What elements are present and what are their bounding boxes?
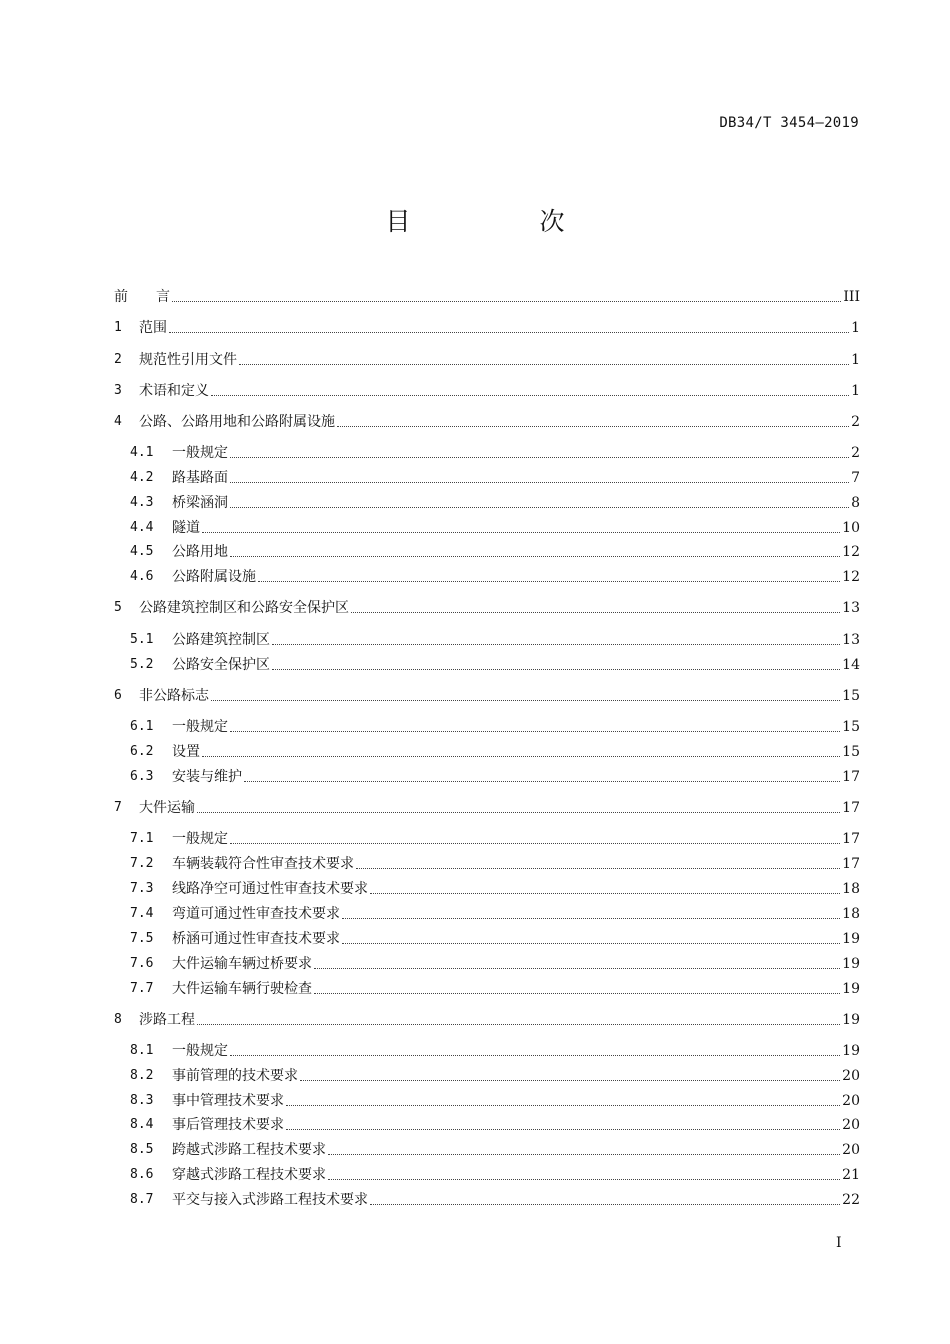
toc-entry-page: 13 xyxy=(842,600,860,616)
toc-entry-label: 公路建筑控制区 xyxy=(172,632,270,648)
toc-entry[interactable] xyxy=(130,630,860,650)
toc-entry-label: 一般规定 xyxy=(172,1043,228,1059)
toc-entry-label: 线路净空可通过性审查技术要求 xyxy=(172,881,368,897)
toc-entry-page: 12 xyxy=(842,569,860,585)
toc-entry-number: 4.3 xyxy=(130,495,154,510)
toc-entry-label: 公路、公路用地和公路附属设施 xyxy=(139,414,335,430)
toc-entry-label: 公路建筑控制区和公路安全保护区 xyxy=(139,600,349,616)
toc-entry-number: 8.1 xyxy=(130,1043,154,1058)
toc-entry-label: 一般规定 xyxy=(172,831,228,847)
toc-leader-dots xyxy=(258,581,840,582)
toc-leader-dots xyxy=(351,612,840,613)
toc-leader-dots xyxy=(230,482,849,483)
toc-entry-page: 7 xyxy=(851,470,860,486)
toc-entry-page: 20 xyxy=(842,1093,860,1109)
toc-leader-dots xyxy=(370,1204,840,1205)
toc-entry-label: 范围 xyxy=(139,320,167,336)
toc-entry-page: 18 xyxy=(842,881,860,897)
toc-leader-dots xyxy=(272,644,840,645)
toc-leader-dots xyxy=(342,918,840,919)
toc-entry[interactable] xyxy=(130,655,860,675)
toc-entry-number: 4.6 xyxy=(130,569,154,584)
toc-entry-page: 8 xyxy=(851,495,860,511)
toc-entry[interactable] xyxy=(130,468,860,488)
toc-entry-label: 公路用地 xyxy=(172,544,228,560)
toc-leader-dots xyxy=(172,301,841,302)
toc-leader-dots xyxy=(286,1129,840,1130)
toc-entry-page: 2 xyxy=(851,445,860,461)
toc-entry-page: 14 xyxy=(842,657,860,673)
toc-entry-number: 8.7 xyxy=(130,1192,154,1207)
toc-leader-dots xyxy=(337,426,849,427)
toc-entry-label: 大件运输车辆行驶检查 xyxy=(172,981,312,997)
toc-entry-label: 涉路工程 xyxy=(139,1012,195,1028)
toc-entry-page: 22 xyxy=(842,1192,860,1208)
toc-entry-page: 19 xyxy=(842,931,860,947)
toc-entry-page: 12 xyxy=(842,544,860,560)
toc-entry-number: 2 xyxy=(114,352,122,367)
toc-entry-number: 7.5 xyxy=(130,931,154,946)
toc-entry-number: 7.3 xyxy=(130,881,154,896)
toc-entry-label: 平交与接入式涉路工程技术要求 xyxy=(172,1192,368,1208)
toc-entry-page: 20 xyxy=(842,1142,860,1158)
toc-entry-number: 7.2 xyxy=(130,856,154,871)
toc-entry[interactable] xyxy=(114,412,860,432)
toc-leader-dots xyxy=(230,457,849,458)
toc-entry-number: 1 xyxy=(114,320,122,335)
toc-entry-number: 7.1 xyxy=(130,831,154,846)
page-number: I xyxy=(836,1235,842,1251)
toc-entry-label: 一般规定 xyxy=(172,719,228,735)
page-title: 目 次 xyxy=(385,207,617,236)
toc-leader-dots xyxy=(230,556,840,557)
toc-entry[interactable] xyxy=(130,518,860,538)
toc-entry-number: 4.5 xyxy=(130,544,154,559)
toc-entry-number: 5.1 xyxy=(130,632,154,647)
toc-entry[interactable] xyxy=(130,854,860,874)
toc-entry-label: 大件运输 xyxy=(139,800,195,816)
toc-entry-page: 21 xyxy=(842,1167,860,1183)
toc-entry[interactable] xyxy=(114,350,860,370)
toc-entry[interactable] xyxy=(130,1041,860,1061)
toc-entry-label: 非公路标志 xyxy=(139,688,209,704)
toc-leader-dots xyxy=(239,364,849,365)
toc-entry-number: 4.1 xyxy=(130,445,154,460)
toc-entry-label: 桥涵可通过性审查技术要求 xyxy=(172,931,340,947)
toc-entry-label: 桥梁涵洞 xyxy=(172,495,228,511)
toc-entry-page: 15 xyxy=(842,744,860,760)
toc-entry-page: 1 xyxy=(851,352,860,368)
toc-entry-label: 公路安全保护区 xyxy=(172,657,270,673)
toc-entry-label: 大件运输车辆过桥要求 xyxy=(172,956,312,972)
toc-entry-page: 20 xyxy=(842,1117,860,1133)
toc-entry-page: 19 xyxy=(842,981,860,997)
toc-leader-dots xyxy=(211,395,849,396)
toc-leader-dots xyxy=(328,1154,840,1155)
toc-entry-label: 一般规定 xyxy=(172,445,228,461)
toc-entry-number: 6.2 xyxy=(130,744,154,759)
toc-entry[interactable] xyxy=(114,798,860,818)
toc-entry[interactable] xyxy=(130,1190,860,1210)
toc-entry-page: 10 xyxy=(842,520,860,536)
toc-leader-dots xyxy=(230,507,849,508)
toc-entry-number: 4.4 xyxy=(130,520,154,535)
toc-leader-dots xyxy=(300,1080,840,1081)
toc-leader-dots xyxy=(230,843,840,844)
toc-entry[interactable] xyxy=(114,598,860,618)
document-code: DB34/T 3454—2019 xyxy=(719,115,859,131)
toc-entry-page: 17 xyxy=(842,800,860,816)
toc-entry-page: 1 xyxy=(851,320,860,336)
toc-entry-page: 15 xyxy=(842,719,860,735)
toc-entry-page: 1 xyxy=(851,383,860,399)
toc-leader-dots xyxy=(169,332,849,333)
toc-entry[interactable] xyxy=(130,542,860,562)
toc-entry-number: 7 xyxy=(114,800,122,815)
toc-entry[interactable] xyxy=(114,686,860,706)
toc-entry[interactable] xyxy=(130,493,860,513)
toc-entry[interactable] xyxy=(130,1115,860,1135)
toc-leader-dots xyxy=(286,1105,840,1106)
toc-entry-page: 17 xyxy=(842,831,860,847)
toc-entry[interactable] xyxy=(130,904,860,924)
toc-entry-number: 7.4 xyxy=(130,906,154,921)
toc-entry-number: 4 xyxy=(114,414,122,429)
toc-entry-page: 17 xyxy=(842,769,860,785)
toc-leader-dots xyxy=(230,731,840,732)
toc-entry-page: 17 xyxy=(842,856,860,872)
toc-entry-number: 6.1 xyxy=(130,719,154,734)
toc-entry-label: 术语和定义 xyxy=(139,383,209,399)
toc-entry-number: 7.7 xyxy=(130,981,154,996)
toc-entry[interactable] xyxy=(130,1091,860,1111)
toc-entry-number: 8.3 xyxy=(130,1093,154,1108)
toc-entry[interactable] xyxy=(130,717,860,737)
toc-entry[interactable] xyxy=(114,381,860,401)
toc-leader-dots xyxy=(328,1179,840,1180)
toc-entry-page: 19 xyxy=(842,956,860,972)
toc-entry[interactable] xyxy=(130,567,860,587)
toc-entry[interactable] xyxy=(130,1140,860,1160)
toc-entry-label: 车辆装载符合性审查技术要求 xyxy=(172,856,354,872)
toc-entry-number: 8.6 xyxy=(130,1167,154,1182)
toc-leader-dots xyxy=(230,1055,840,1056)
toc-leader-dots xyxy=(244,781,840,782)
toc-entry[interactable] xyxy=(114,1010,860,1030)
toc-entry[interactable] xyxy=(130,1165,860,1185)
toc-entry-label: 穿越式涉路工程技术要求 xyxy=(172,1167,326,1183)
toc-entry-number: 8.4 xyxy=(130,1117,154,1132)
toc-entry[interactable] xyxy=(114,287,860,307)
toc-entry-page: 15 xyxy=(842,688,860,704)
toc-entry-page: 13 xyxy=(842,632,860,648)
toc-entry[interactable] xyxy=(130,879,860,899)
toc-entry-number: 8.2 xyxy=(130,1068,154,1083)
toc-entry-label: 弯道可通过性审查技术要求 xyxy=(172,906,340,922)
toc-leader-dots xyxy=(342,943,840,944)
toc-entry-label: 事后管理技术要求 xyxy=(172,1117,284,1133)
toc-entry[interactable] xyxy=(130,929,860,949)
toc-entry-label: 路基路面 xyxy=(172,470,228,486)
toc-entry-number: 6.3 xyxy=(130,769,154,784)
toc-entry-page: 19 xyxy=(842,1012,860,1028)
toc-entry-number: 8 xyxy=(114,1012,122,1027)
toc-leader-dots xyxy=(272,669,840,670)
toc-leader-dots xyxy=(197,812,840,813)
toc-entry-label: 事前管理的技术要求 xyxy=(172,1068,298,1084)
toc-entry-number: 6 xyxy=(114,688,122,703)
toc-entry-label: 规范性引用文件 xyxy=(139,352,237,368)
toc-entry-number: 8.5 xyxy=(130,1142,154,1157)
toc-entry[interactable] xyxy=(130,1066,860,1086)
toc-entry[interactable] xyxy=(130,829,860,849)
toc-entry[interactable] xyxy=(130,979,860,999)
toc-entry-number: 3 xyxy=(114,383,122,398)
toc-entry-label: 公路附属设施 xyxy=(172,569,256,585)
toc-entry-number: 5.2 xyxy=(130,657,154,672)
toc-leader-dots xyxy=(202,756,840,757)
toc-entry[interactable] xyxy=(130,443,860,463)
toc-entry-page: 2 xyxy=(851,414,860,430)
toc-entry[interactable] xyxy=(114,318,860,338)
toc-entry-number: 5 xyxy=(114,600,122,615)
toc-entry-label: 隧道 xyxy=(172,520,200,536)
toc-entry-label: 事中管理技术要求 xyxy=(172,1093,284,1109)
toc-entry-label: 跨越式涉路工程技术要求 xyxy=(172,1142,326,1158)
toc-entry[interactable] xyxy=(130,954,860,974)
toc-leader-dots xyxy=(202,532,840,533)
toc-leader-dots xyxy=(356,868,840,869)
toc-leader-dots xyxy=(197,1024,840,1025)
toc-entry-page: III xyxy=(843,289,860,305)
toc-leader-dots xyxy=(314,968,840,969)
toc-entry-number: 7.6 xyxy=(130,956,154,971)
toc-entry-page: 19 xyxy=(842,1043,860,1059)
toc-entry-page: 18 xyxy=(842,906,860,922)
toc-leader-dots xyxy=(314,993,840,994)
toc-leader-dots xyxy=(370,893,840,894)
toc-entry-label: 安装与维护 xyxy=(172,769,242,785)
toc-entry-number: 4.2 xyxy=(130,470,154,485)
toc-entry-page: 20 xyxy=(842,1068,860,1084)
toc-entry-label: 设置 xyxy=(172,744,200,760)
toc-entry[interactable] xyxy=(130,742,860,762)
toc-entry[interactable] xyxy=(130,767,860,787)
toc-entry-label: 前 言 xyxy=(114,289,170,305)
toc-leader-dots xyxy=(211,700,840,701)
